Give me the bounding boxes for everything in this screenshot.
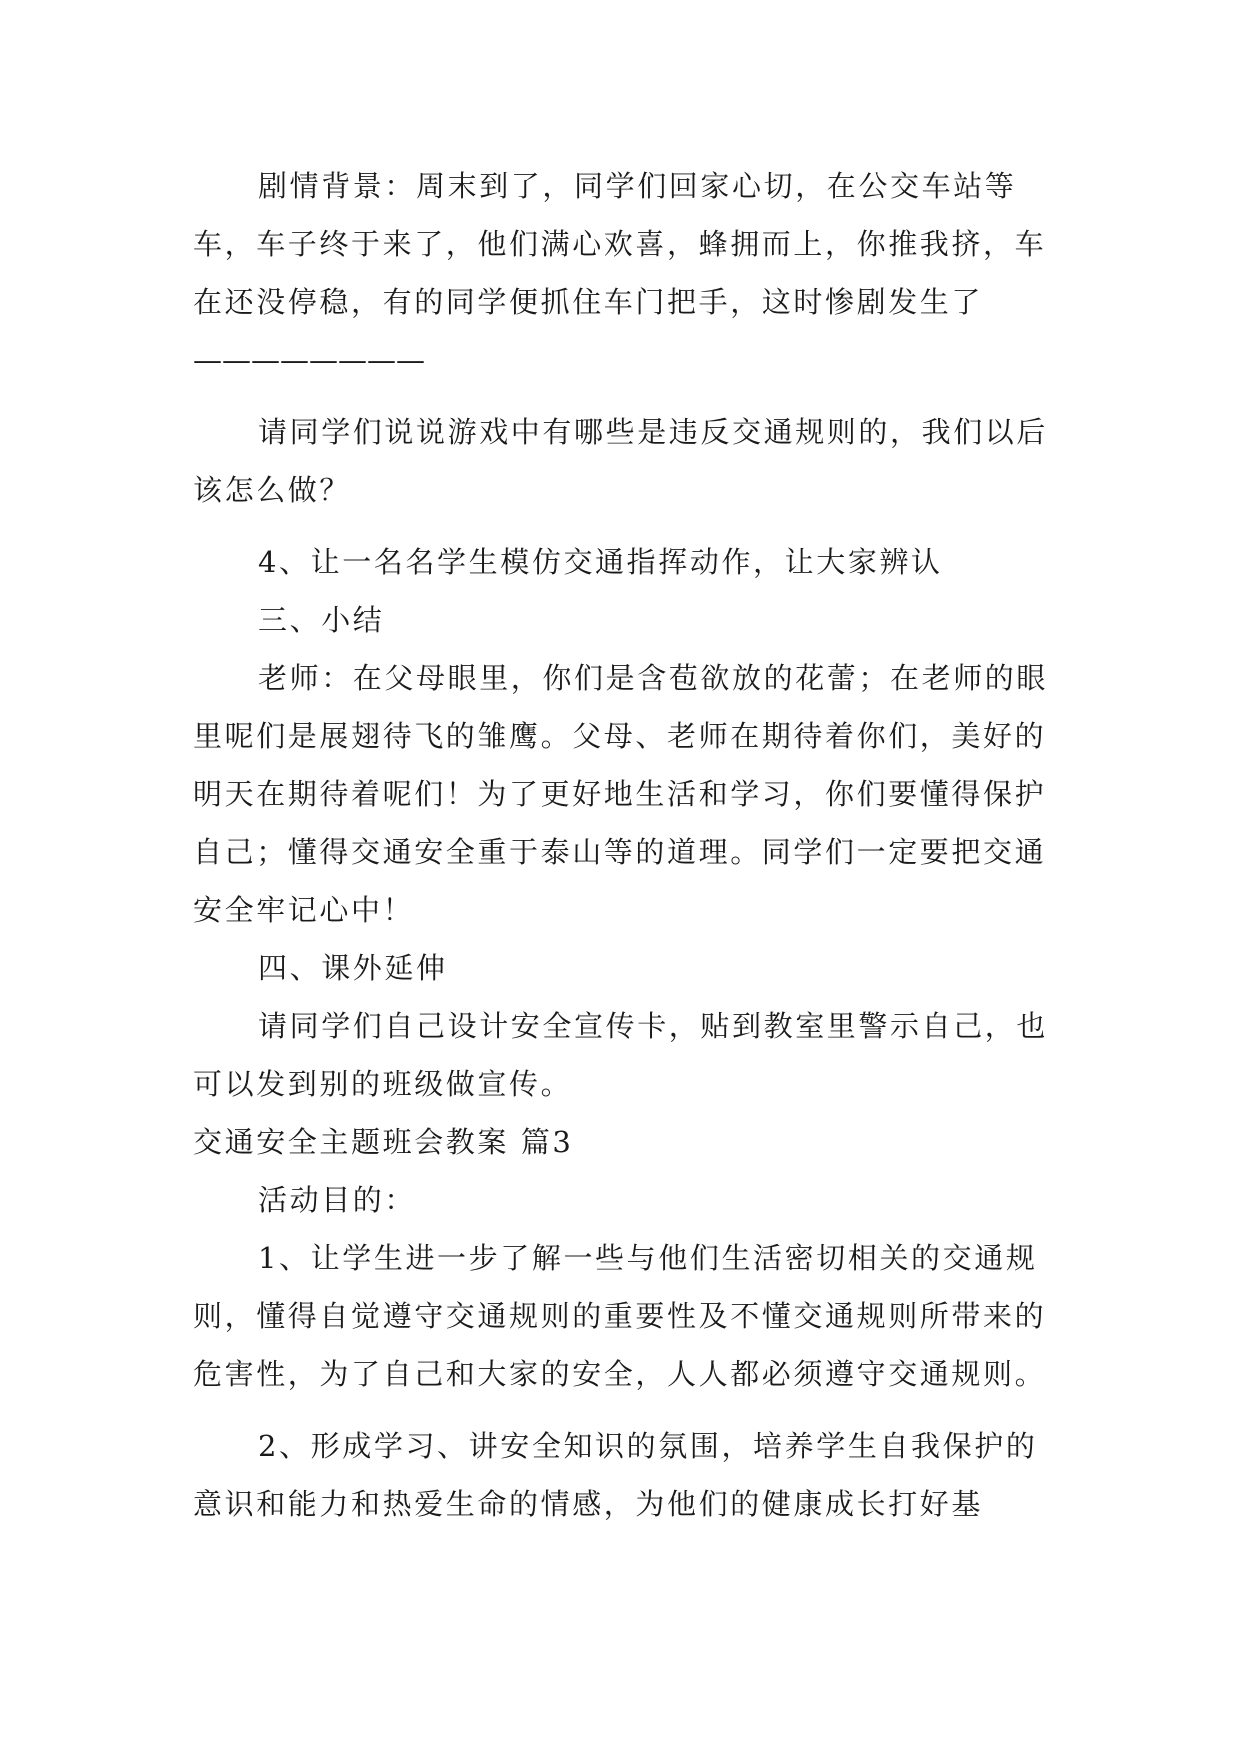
section-extension-title: 四、课外延伸 [258,951,448,985]
dash-line: ———————— [193,343,425,377]
paragraph-goal-1: 1、让学生进一步了解一些与他们生活密切相关的交通规则，懂得自觉遵守交通规则的重要性及不懂交通规则所带来的危害性，为了自己和大家的安全，人人都必须遵守交通规则。 [193,1241,1047,1391]
paragraph-plot-background: 剧情背景：周末到了，同学们回家心切，在公交车站等车，车子终于来了，他们满心欢喜，蜂拥而上，你推我挤，车在还没停稳，有的同学便抓住车门把手，这时惨剧发生了 [193,169,1047,319]
paragraph-teacher-summary: 老师：在父母眼里，你们是含苞欲放的花蕾；在老师的眼里呢们是展翅待飞的雏鹰。父母、老师在期待着你们，美好的明天在期待着呢们！为了更好地生活和学习，你们要懂得保护自己；懂得交通安全重于泰山等的道理。同学们一定要把交通安全牢记心中！ [193,661,1049,927]
paragraph-goal-2: 2、形成学习、讲安全知识的氛围，培养学生自我保护的意识和能力和热爱生命的情感，为他们的健康成长打好基 [193,1429,1038,1521]
activity-goals-title: 活动目的： [258,1183,417,1217]
paragraph-discussion-question: 请同学们说说游戏中有哪些是违反交通规则的，我们以后该怎么做？ [193,415,1049,507]
section-summary-title: 三、小结 [258,603,385,637]
lesson-plan-heading: 交通安全主题班会教案 篇3 [193,1125,574,1159]
paragraph-step-4: 4、让一名名学生模仿交通指挥动作，让大家辨认 [258,545,943,579]
document-body [193,157,1055,1533]
paragraph-extension: 请同学们自己设计安全宣传卡，贴到教室里警示自己，也可以发到别的班级做宣传。 [193,1009,1049,1101]
